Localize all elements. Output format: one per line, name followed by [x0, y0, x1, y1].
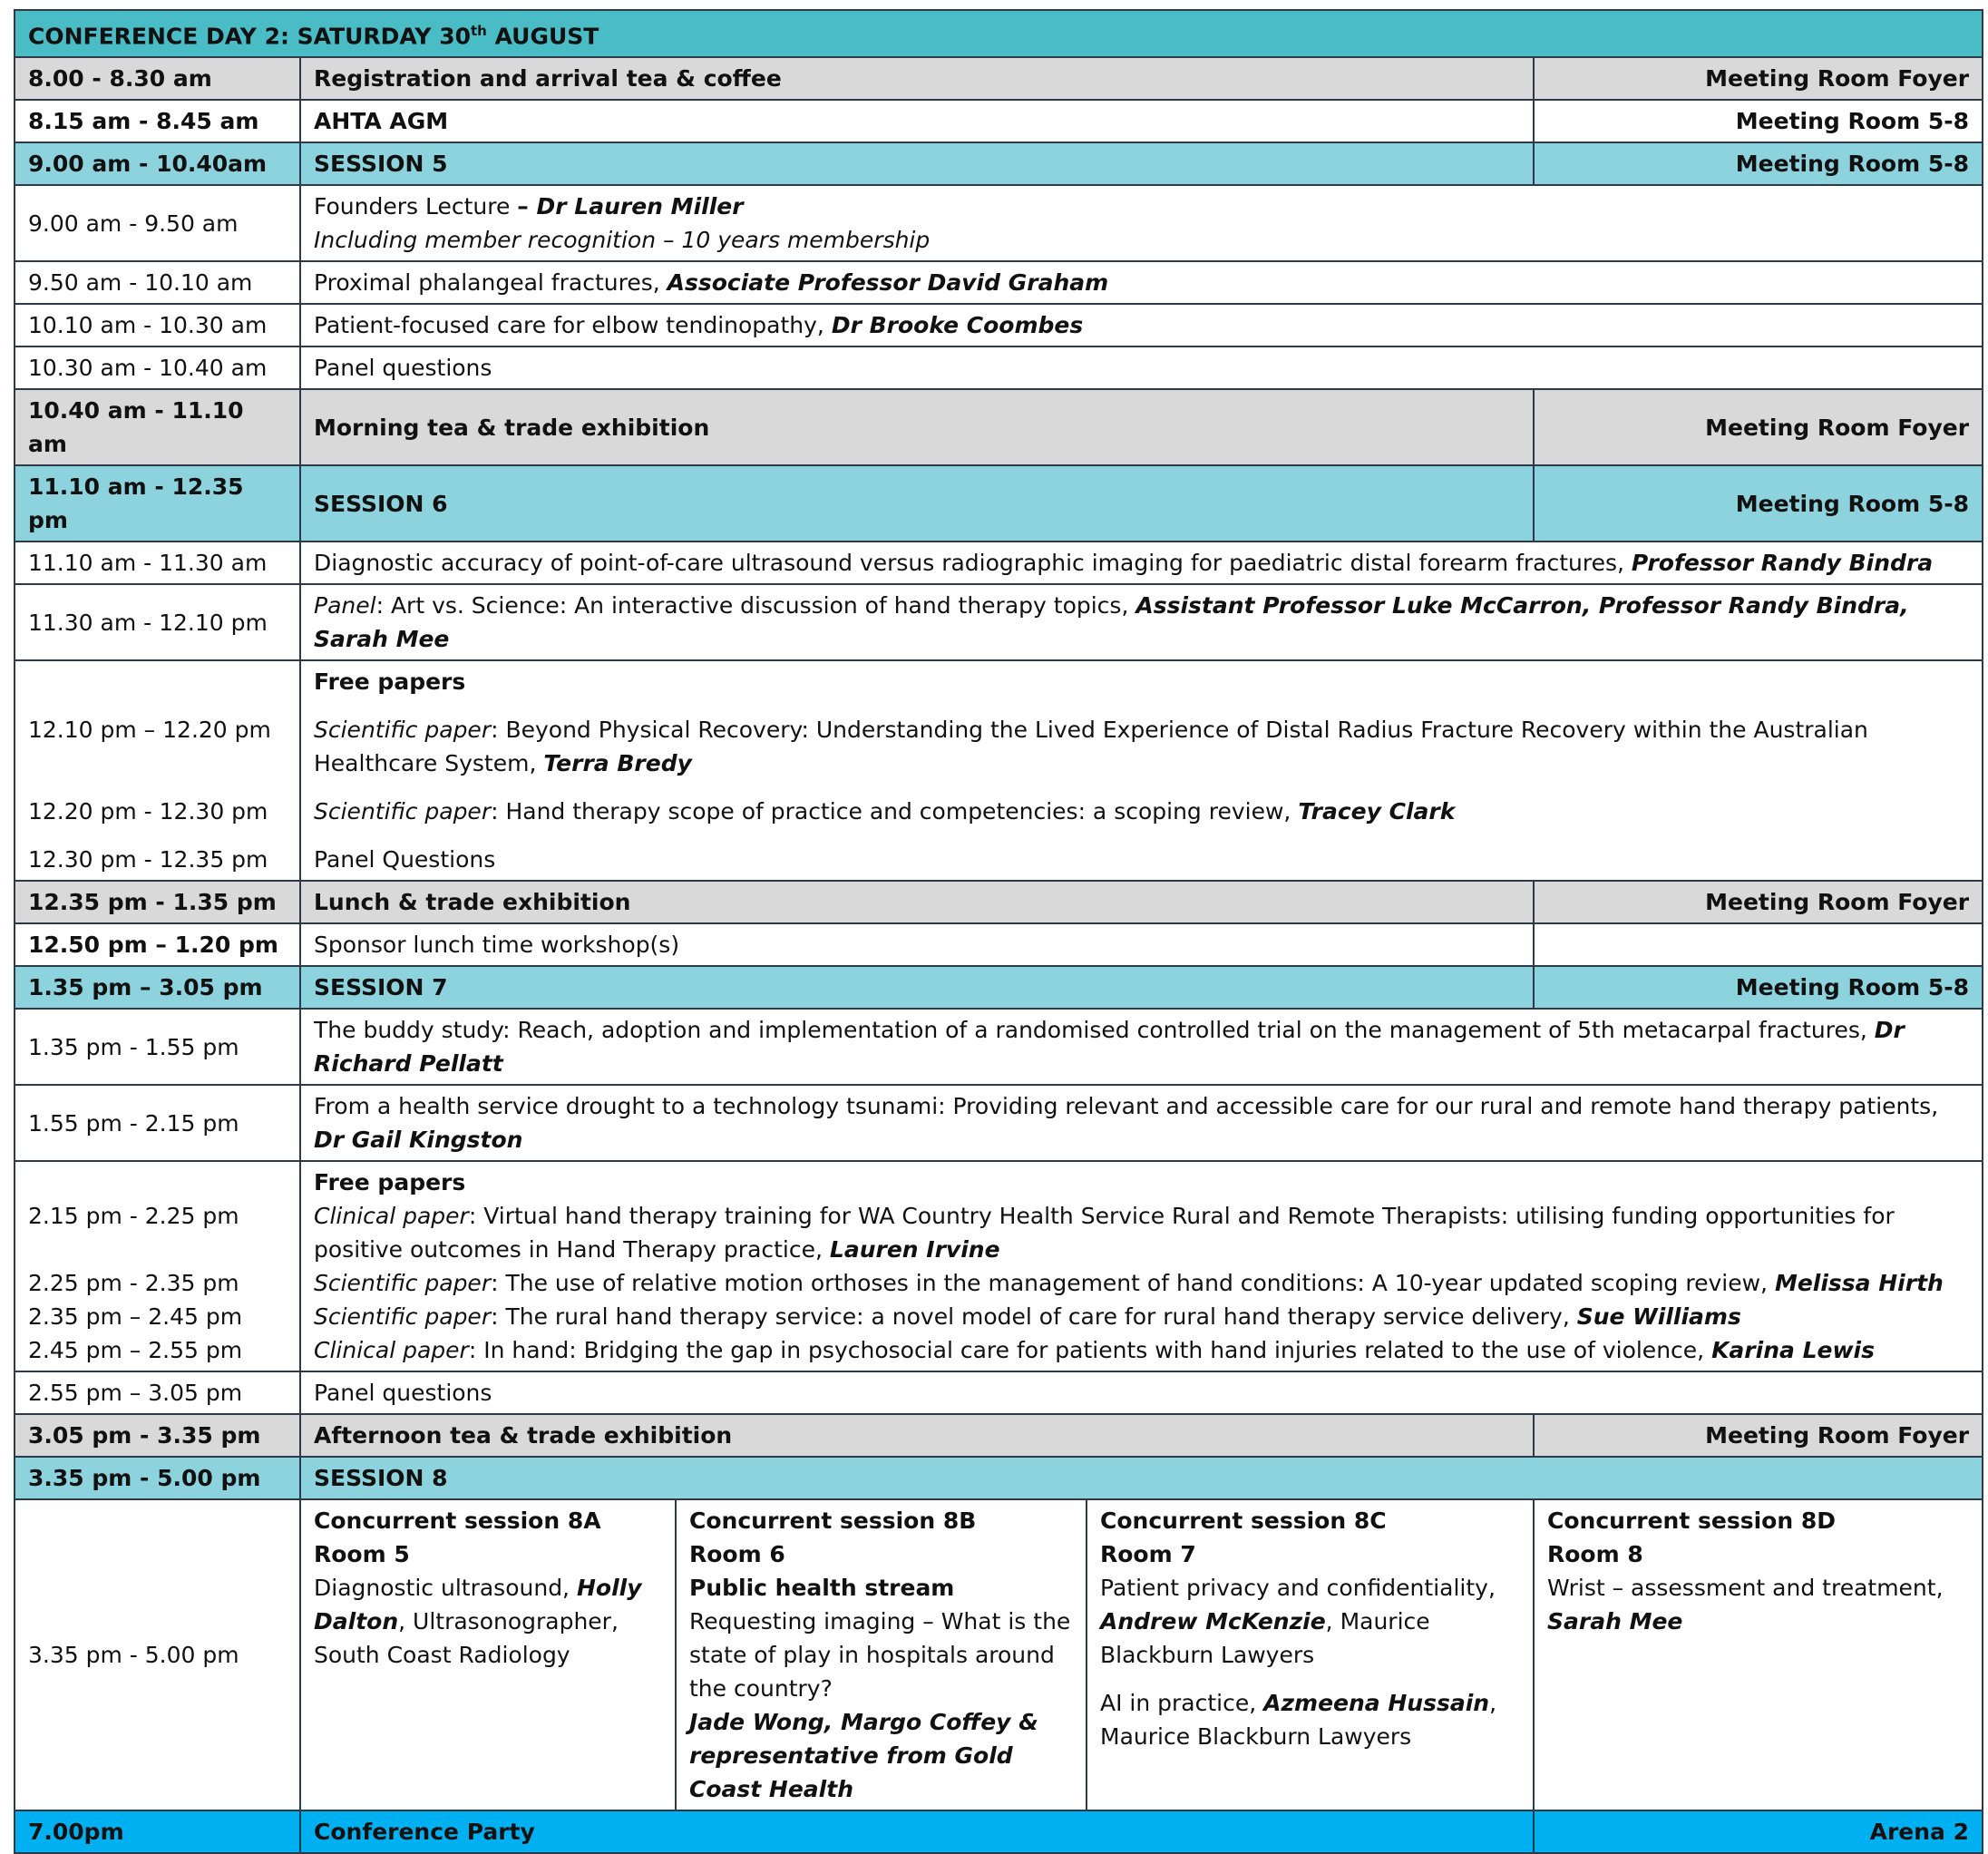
event-cell: Founders Lecture – Dr Lauren Miller Including member recognition – 10 years membership: [300, 185, 1983, 261]
room-cell: Meeting Room 5-8: [1534, 966, 1983, 1009]
time-cell: 11.10 am - 11.30 am: [15, 542, 300, 584]
schedule-row: [15, 1085, 1983, 1161]
concurrent-session-8d: Concurrent session 8D Room 8 Wrist – assessment and treatment, Sarah Mee: [1534, 1499, 1983, 1810]
speaker: Terra Bredy: [543, 750, 692, 777]
speaker: Dr Richard Pellatt: [314, 1017, 1905, 1078]
speaker: Azmeena Hussain: [1263, 1690, 1490, 1717]
time-cell: 3.35 pm - 5.00 pm: [15, 1457, 300, 1499]
concurrent-row: [15, 1499, 1983, 1810]
room-cell: Meeting Room 5-8: [1534, 465, 1983, 542]
session-title: SESSION 6: [300, 465, 1534, 542]
event-cell: The buddy study: Reach, adoption and implementation of a randomised controlled trial on the management of 5th metacarpal fractures, Dr Richard Pellatt: [300, 1009, 1983, 1085]
room-cell: Meeting Room Foyer: [1534, 389, 1983, 465]
speaker: Associate Professor David Graham: [667, 269, 1109, 297]
program-page: [14, 9, 1982, 1854]
event-cell: Afternoon tea & trade exhibition: [300, 1414, 1534, 1457]
concurrent-session-8b: Concurrent session 8B Room 6 Public health stream Requesting imaging – What is the state of play in hospitals around the country? Jade Wong, Margo Coffey & representative from Gold Coast Health: [676, 1499, 1087, 1810]
time-cell: 2.55 pm – 3.05 pm: [15, 1371, 300, 1414]
speaker: Tracey Clark: [1298, 798, 1456, 825]
session-row: [15, 1457, 1983, 1499]
schedule-row: [15, 57, 1983, 100]
time-cell: 1.55 pm - 2.15 pm: [15, 1085, 300, 1161]
schedule-row: [15, 1371, 1983, 1414]
time-cell: 12.50 pm – 1.20 pm: [15, 923, 300, 966]
time-cell: 9.50 am - 10.10 am: [15, 261, 300, 304]
session-row: [15, 465, 1983, 542]
speaker: Sarah Mee: [1547, 1608, 1683, 1635]
time-cell: 1.35 pm - 1.55 pm: [15, 1009, 300, 1085]
time-cell: 12.10 pm – 12.20 pm 12.20 pm - 12.30 pm 12.30 pm - 12.35 pm: [15, 660, 300, 881]
speaker: Professor Randy Bindra: [1631, 550, 1934, 577]
schedule-row: [15, 1009, 1983, 1085]
time-cell: 3.35 pm - 5.00 pm: [15, 1499, 300, 1810]
time-cell: 11.10 am - 12.35 pm: [15, 465, 300, 542]
break-row: [15, 881, 1983, 923]
room-cell: Meeting Room 5-8: [1534, 142, 1983, 185]
schedule-row: [15, 923, 1983, 966]
speaker: Melissa Hirth: [1774, 1270, 1944, 1297]
session-row: [15, 142, 1983, 185]
event-cell: Panel: Art vs. Science: An interactive discussion of hand therapy topics, Assistant Professor Luke McCarron, Professor Randy Bindra, Sarah Mee: [300, 584, 1983, 660]
time-cell: 12.35 pm - 1.35 pm: [15, 881, 300, 923]
day-title-row: [15, 10, 1983, 57]
event-cell: Morning tea & trade exhibition: [300, 389, 1534, 465]
speaker: Holly Dalton: [314, 1575, 642, 1635]
break-row: [15, 1414, 1983, 1457]
time-cell: 1.35 pm – 3.05 pm: [15, 966, 300, 1009]
time-cell: 8.00 - 8.30 am: [15, 57, 300, 100]
session-title: SESSION 5: [300, 142, 1534, 185]
speaker: Dr Lauren Miller: [536, 193, 744, 220]
free-papers-heading: Free papers: [314, 1169, 466, 1196]
event-cell: AHTA AGM: [300, 100, 1534, 142]
time-cell: 10.40 am - 11.10 am: [15, 389, 300, 465]
schedule-table: [14, 9, 1983, 1854]
schedule-row: [15, 185, 1983, 261]
speaker: Jade Wong, Margo Coffey & representative from Gold Coast Health: [689, 1709, 1038, 1803]
room-cell: Meeting Room Foyer: [1534, 57, 1983, 100]
schedule-row: [15, 542, 1983, 584]
speaker: Assistant Professor Luke McCarron, Professor Randy Bindra, Sarah Mee: [314, 592, 1909, 653]
time-cell: 9.00 am - 10.40am: [15, 142, 300, 185]
speaker: Andrew McKenzie: [1100, 1608, 1326, 1635]
event-cell: Registration and arrival tea & coffee: [300, 57, 1534, 100]
event-cell: Proximal phalangeal fractures, Associate Professor David Graham: [300, 261, 1983, 304]
schedule-row: [15, 261, 1983, 304]
event-cell: Patient-focused care for elbow tendinopathy, Dr Brooke Coombes: [300, 304, 1983, 346]
time-cell: 7.00pm: [15, 1810, 300, 1853]
speaker: Dr Gail Kingston: [314, 1127, 523, 1154]
schedule-row: [15, 100, 1983, 142]
event-cell: Panel questions: [300, 1371, 1983, 1414]
event-cell: Free papers Clinical paper: Virtual hand therapy training for WA Country Health Service Rural and Remote Therapists: utilising funding opportunities for positive outcomes in Hand Therapy practice, Lauren Irvine Scientific paper: The use of relative motion orthoses in the management of hand conditions: A 10-year updated scoping review, Melissa Hirth Scientific paper: The rural hand therapy service: a novel model of care for rural hand therapy service delivery, Sue Williams Clinical paper: In hand: Bridging the gap in psychosocial care for patients with hand injuries related to the use of violence, Karina Lewis: [300, 1161, 1983, 1371]
room-cell: [1534, 923, 1983, 966]
event-cell: From a health service drought to a technology tsunami: Providing relevant and accessible care for our rural and remote hand therapy patients, Dr Gail Kingston: [300, 1085, 1983, 1161]
concurrent-session-8c: Concurrent session 8C Room 7 Patient privacy and confidentiality, Andrew McKenzie, Maurice Blackburn Lawyers AI in practice, Azmeena Hussain, Maurice Blackburn Lawyers: [1087, 1499, 1534, 1810]
time-cell: 10.10 am - 10.30 am: [15, 304, 300, 346]
free-papers-heading: Free papers: [314, 668, 466, 696]
speaker: Lauren Irvine: [829, 1236, 1000, 1264]
time-cell: 3.05 pm - 3.35 pm: [15, 1414, 300, 1457]
concurrent-session-8a: Concurrent session 8A Room 5 Diagnostic ultrasound, Holly Dalton, Ultrasonographer, South Coast Radiology: [300, 1499, 676, 1810]
time-cell: 8.15 am - 8.45 am: [15, 100, 300, 142]
schedule-row: [15, 304, 1983, 346]
time-cell: 10.30 am - 10.40 am: [15, 346, 300, 389]
speaker: Sue Williams: [1576, 1303, 1741, 1331]
event-cell: Panel questions: [300, 346, 1983, 389]
session-title: SESSION 8: [300, 1457, 1983, 1499]
session-title: SESSION 7: [300, 966, 1534, 1009]
party-row: [15, 1810, 1983, 1853]
room-cell: Meeting Room 5-8: [1534, 100, 1983, 142]
time-cell: 11.30 am - 12.10 pm: [15, 584, 300, 660]
speaker: Karina Lewis: [1711, 1337, 1876, 1364]
time-cell: 9.00 am - 9.50 am: [15, 185, 300, 261]
schedule-row: [15, 584, 1983, 660]
room-cell: Meeting Room Foyer: [1534, 1414, 1983, 1457]
break-row: [15, 389, 1983, 465]
event-cell: Sponsor lunch time workshop(s): [300, 923, 1534, 966]
free-papers-row: [15, 660, 1983, 881]
event-cell: Conference Party: [300, 1810, 1534, 1853]
schedule-row: [15, 346, 1983, 389]
session-row: [15, 966, 1983, 1009]
event-cell: Lunch & trade exhibition: [300, 881, 1534, 923]
free-papers-row: [15, 1161, 1983, 1371]
room-cell: Arena 2: [1534, 1810, 1983, 1853]
event-cell: Free papers Scientific paper: Beyond Physical Recovery: Understanding the Lived Experience of Distal Radius Fracture Recovery within the Australian Healthcare System, Terra Bredy Scientific paper: Hand therapy scope of practice and competencies: a scoping review, Tracey Clark Panel Questions: [300, 660, 1983, 881]
day-title: CONFERENCE DAY 2: SATURDAY 30th AUGUST: [15, 10, 1983, 57]
time-cell: 2.15 pm - 2.25 pm 2.25 pm - 2.35 pm 2.35 pm – 2.45 pm 2.45 pm – 2.55 pm: [15, 1161, 300, 1371]
room-cell: Meeting Room Foyer: [1534, 881, 1983, 923]
event-cell: Diagnostic accuracy of point-of-care ultrasound versus radiographic imaging for paediatric distal forearm fractures, Professor Randy Bindra: [300, 542, 1983, 584]
speaker: Dr Brooke Coombes: [831, 312, 1084, 339]
